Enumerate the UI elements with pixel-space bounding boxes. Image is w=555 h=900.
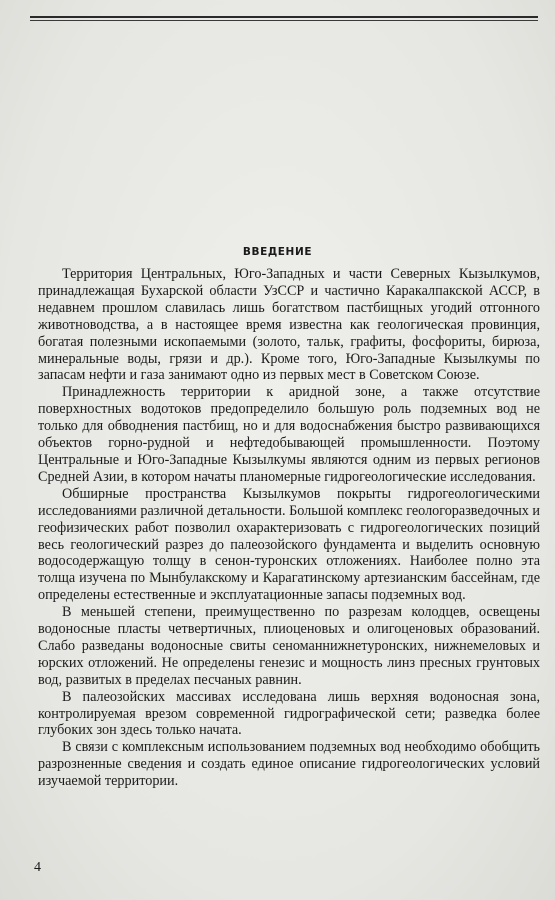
page-number: 4 bbox=[34, 860, 41, 875]
paragraph: Обширные пространства Кызылкумов покрыты гидрогеологическими исследованиями различной детальности. Большой комплекс геологоразведочных и геофизических работ позволил охарактеризовать с гидрогеологических позиций весь геологический разрез до палеозойского фундамента и выделить основную водосодержащую толщу в сенон-туронских отложениях. Наиболее полно эта толща изучена по Мынбулакскому и Карагатинскому артезианским бассейнам, где определены естественные и эксплуатационные запасы подземных вод. bbox=[38, 485, 540, 604]
paragraph: В палеозойских массивах исследована лишь верхняя водоносная зона, контролируемая врезом современной гидрографической сети; разведка более глубоких зон здесь только начата. bbox=[38, 688, 540, 739]
paragraph: Принадлежность территории к аридной зоне, а также отсутствие поверхностных водотоков предопределило большую роль подземных вод не только для обводнения пастбищ, но и для водоснабжения быстро развивающихся объектов горно-рудной и нефтедобывающей промышленности. Поэтому Центральные и Юго-Западные Кызылкумы являются одним из первых регионов Средней Азии, в котором начаты планомерные гидрогеологические исследования. bbox=[38, 384, 540, 485]
top-rule bbox=[30, 16, 538, 18]
top-rule-thin bbox=[30, 20, 538, 21]
section-heading: ВВЕДЕНИЕ bbox=[242, 246, 313, 258]
paragraph: В меньшей степени, преимущественно по разрезам колодцев, освещены водоносные пласты четвертичных, плиоценовых и олигоценовых образований. Слабо разведаны водоносные свиты сеноманнижнетуронских, нижнемеловых и юрских отложений. Не определены генезис и мощность линз пресных грунтовых вод, развитых в пределах песчаных равнин. bbox=[38, 604, 540, 688]
paragraph: Территория Центральных, Юго-Западных и части Северных Кызылкумов, принадлежащая Бухарской области УзССР и частично Каракалпакской АССР, в недавнем прошлом славилась лишь богатством пастбищных угодий отгонного животноводства, а в настоящее время известна как геологическая провинция, богатая полезными ископаемыми (золото, тальк, графиты, фосфориты, бирюза, минеральные воды, грязи и др.). Кроме того, Юго-Западные Кызылкумы по запасам нефти и газа занимают одно из первых мест в Советском Союзе. bbox=[38, 266, 540, 384]
paragraph: В связи с комплексным использованием подземных вод необходимо обобщить разрозненные сведения и создать единое описание гидрогеологических условий изучаемой территории. bbox=[38, 739, 540, 790]
body-text bbox=[38, 266, 540, 790]
